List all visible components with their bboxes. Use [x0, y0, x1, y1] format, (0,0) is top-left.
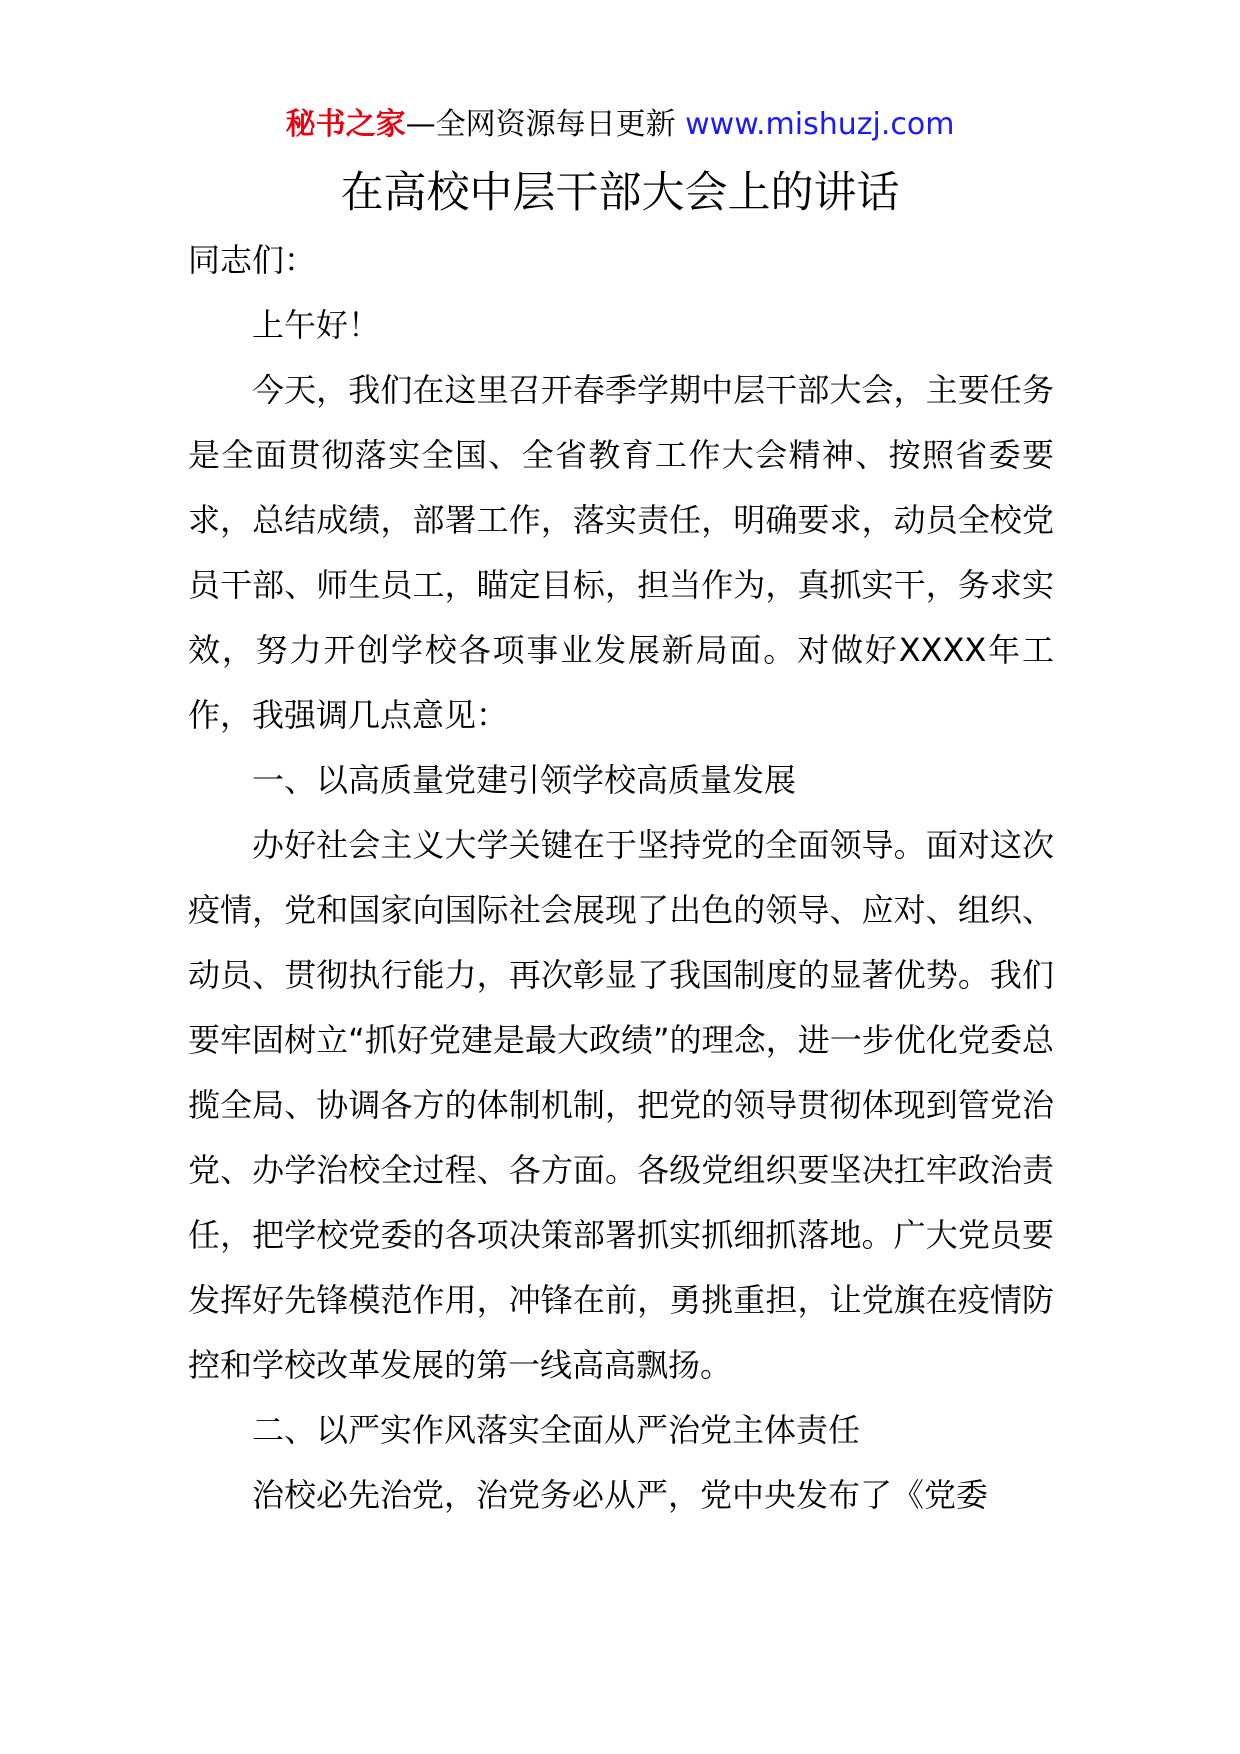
salutation: 同志们： — [188, 241, 317, 279]
site-brand: 秘书之家 — [285, 107, 406, 142]
site-slogan: —全网资源每日更新 — [405, 107, 676, 142]
site-header — [0, 103, 1240, 147]
paragraph-section-1: 办好社会主义大学关键在于坚持党的全面领导。面对这次疫情，党和国家向国际社会展现了出色的领导、应对、组织、动员、贯彻执行能力，再次彰显了我国制度的显著优势。我们要牢固树立“抓好党建是最大政绩”的理念，进一步优化党委总揽全局、协调各方的体制机制，把党的领导贯彻体现到管党治党、办学治校全过程、各方面。各级党组织要坚决扛牢政治责任，把学校党委的各项决策部署抓实抓细抓落地。广大党员要发挥好先锋模范作用，冲锋在前，勇挑重担，让党旗在疫情防控和学校改革发展的第一线高高飘扬。 — [188, 826, 1054, 1384]
site-url-link[interactable]: www.mishuzj.com — [685, 107, 955, 142]
paragraph-intro: 今天，我们在这里召开春季学期中层干部大会，主要任务是全面贯彻落实全国、全省教育工作大会精神、按照省委要求，总结成绩，部署工作，落实责任，明确要求，动员全校党员干部、师生员工，瞄定目标，担当作为，真抓实干，务求实效，努力开创学校各项事业发展新局面。对做好XXXX年工作，我强调几点意见： — [188, 371, 1054, 734]
section-heading-2: 二、以严实作风落实全面从严治党主体责任 — [252, 1411, 861, 1449]
paragraph-section-2: 治校必先治党，治党务必从严，党中央发布了《党委 — [252, 1476, 989, 1514]
document-title: 在高校中层干部大会上的讲话 — [340, 168, 900, 218]
document-body — [188, 228, 1054, 1528]
section-heading-1: 一、以高质量党建引领学校高质量发展 — [252, 761, 797, 799]
greeting: 上午好！ — [252, 306, 381, 344]
